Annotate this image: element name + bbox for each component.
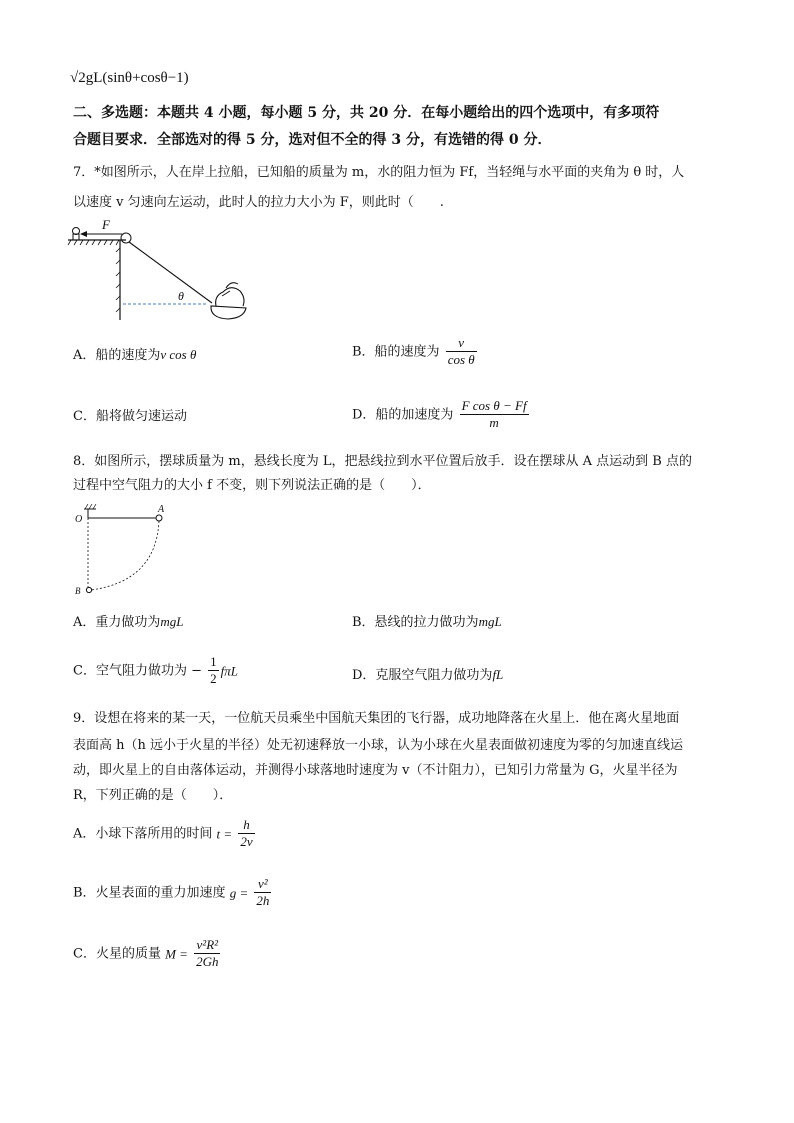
q9-option-a-lhs: t = xyxy=(216,826,233,842)
q8-option-d-label: D．克服空气阻力做功为 xyxy=(352,668,493,683)
section-header-line1: 二、多选题：本题共 4 小题，每小题 5 分，共 20 分．在每小题给出的四个选项中，有多项符 xyxy=(73,105,660,121)
q8-fig-O-label: O xyxy=(75,514,83,525)
top-formula-text: √2gL(sinθ+cosθ−1) xyxy=(70,70,189,86)
q9-option-b-label: B．火星表面的重力加速度 xyxy=(73,885,226,901)
q9-option-a-num: h xyxy=(243,817,250,832)
q7-option-d-fraction xyxy=(460,399,529,431)
q8-option-b-expr: mgL xyxy=(478,614,502,629)
q8-option-a xyxy=(73,615,184,629)
q9-option-a-label: A．小球下落所用的时间 xyxy=(73,826,213,842)
q9-option-c-num: v²R² xyxy=(196,937,219,952)
q7-option-d-den: m xyxy=(489,415,499,431)
q7-option-d-num: F cos θ − Ff xyxy=(461,398,527,413)
q8-figure xyxy=(72,503,182,598)
q7-option-a-expr: v cos θ xyxy=(160,347,197,362)
q9-stem-line3: 动，即火星上的自由落体运动，并测得小球落地时速度为 v（不计阻力），已知引力常量为 G，火星半径为 xyxy=(73,763,678,778)
q8-option-a-label: A．重力做功为 xyxy=(73,615,161,630)
q7-option-d xyxy=(352,399,531,431)
q9-option-b-lhs: g = xyxy=(229,885,249,901)
q8-option-b xyxy=(352,615,502,629)
q7-figure xyxy=(68,218,278,328)
q9-option-b-num: v² xyxy=(258,876,268,891)
q7-option-b-label: B．船的速度为 xyxy=(352,344,440,360)
top-formula xyxy=(70,71,189,86)
q8-stem-line1: 8．如图所示，摆球质量为 m，悬线长度为 L，把悬线拉到水平位置后放手．设在摆球从 A 点运动到 B 点的 xyxy=(73,454,692,469)
section-header-line2: 合题目要求．全部选对的得 5 分，选对但不全的得 3 分，有选错的得 0 分． xyxy=(73,132,552,148)
q8-option-c-fraction xyxy=(208,655,219,687)
q8-option-c-tail: fπL xyxy=(220,663,238,679)
q8-option-d xyxy=(352,668,503,682)
q9-option-b-den: 2h xyxy=(256,893,270,909)
q7-fig-F-label: F xyxy=(102,217,110,232)
q8-option-d-expr: fL xyxy=(492,667,504,682)
q9-option-c xyxy=(73,938,222,970)
q8-fig-B-label: B xyxy=(75,586,81,596)
q9-option-a-fraction xyxy=(238,818,254,850)
q7-option-b-num: v xyxy=(458,335,465,350)
q9-option-b-fraction xyxy=(254,877,271,909)
q8-fig-A-label: A xyxy=(158,504,165,515)
q8-option-c xyxy=(73,655,238,687)
q7-option-d-label: D．船的加速度为 xyxy=(352,407,454,423)
q8-option-c-label: C．空气阻力做功为 − xyxy=(73,663,202,679)
q9-option-a xyxy=(73,818,257,850)
q9-stem-line2: 表面高 h（h 远小于火星的半径）处无初速释放一小球，认为小球在火星表面做初速度为零的匀加速直线运 xyxy=(73,738,684,753)
q7-fig-theta-label: θ xyxy=(178,289,184,303)
q9-stem-line1: 9．设想在将来的某一天，一位航天员乘坐中国航天集团的飞行器，成功地降落在火星上．他在离火星地面 xyxy=(73,711,680,726)
q7-option-a-label: A．船的速度为 xyxy=(73,348,161,363)
q9-option-c-label: C．火星的质量 xyxy=(73,946,161,962)
q7-option-b-den: cos θ xyxy=(447,352,475,368)
q9-option-c-fraction xyxy=(194,938,220,970)
q8-option-c-den: 2 xyxy=(210,671,217,687)
q8-option-b-label: B．悬线的拉力做功为 xyxy=(352,615,479,630)
q7-option-c: C．船将做匀速运动 xyxy=(73,409,187,424)
q9-stem-line4: R，下列正确的是（ ）． xyxy=(73,788,233,803)
q9-option-c-lhs: M = xyxy=(165,946,188,962)
q9-option-b xyxy=(73,877,273,909)
q9-option-a-den: 2v xyxy=(240,834,253,850)
q8-option-c-num: 1 xyxy=(210,654,217,669)
q9-option-c-den: 2Gh xyxy=(196,954,219,970)
q7-stem-line2: 以速度 v 匀速向左运动，此时人的拉力大小为 F，则此时（ . xyxy=(73,195,444,210)
q8-option-a-expr: mgL xyxy=(160,614,184,629)
q7-option-a xyxy=(73,348,196,362)
q7-stem-line1: 7．*如图所示，人在岸上拉船，已知船的质量为 m，水的阻力恒为 Ff，当轻绳与水平面的夹角为 θ 时，人 xyxy=(73,165,685,180)
q8-stem-line2: 过程中空气阻力的大小 f 不变，则下列说法正确的是（ ）． xyxy=(73,478,431,493)
q7-option-b xyxy=(352,336,479,368)
q7-option-b-fraction xyxy=(446,336,477,368)
